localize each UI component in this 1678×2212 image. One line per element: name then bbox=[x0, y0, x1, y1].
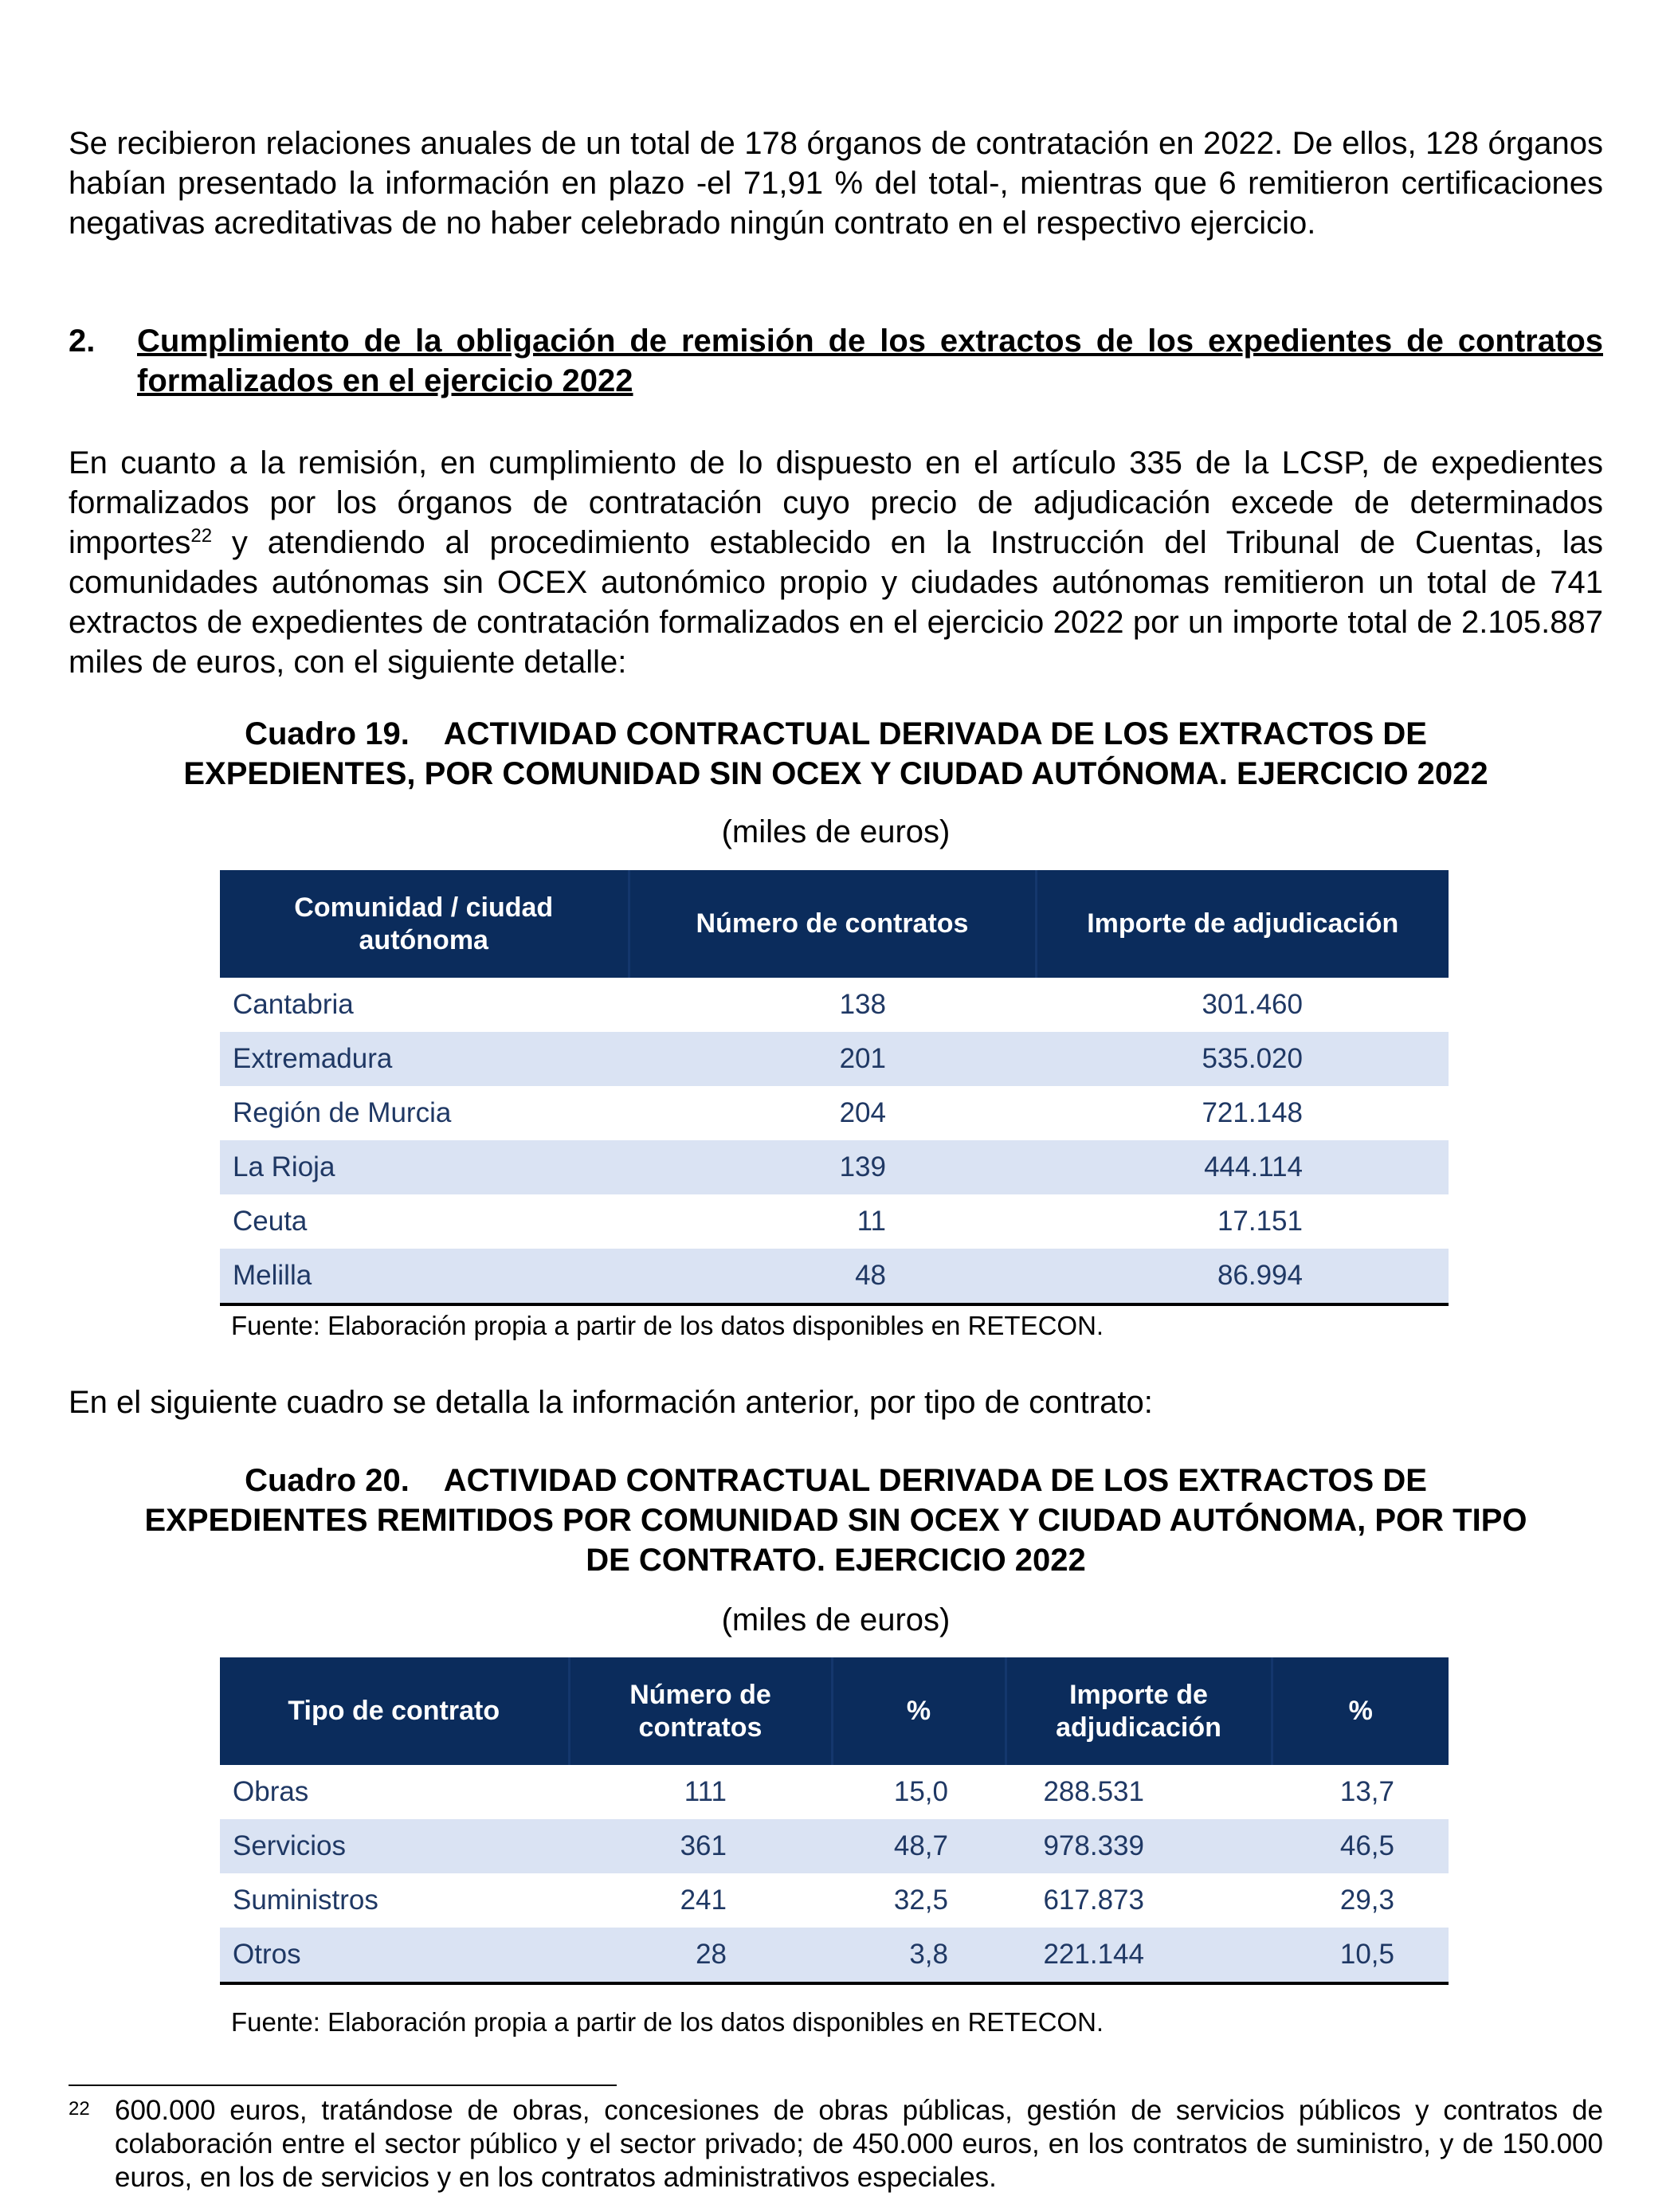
table20-header-type: Tipo de contrato bbox=[220, 1657, 569, 1765]
table19-header-count: Número de contratos bbox=[629, 870, 1036, 978]
table20-units: (miles de euros) bbox=[721, 1602, 951, 1637]
table-cell: 221.144 bbox=[1006, 1928, 1272, 1983]
table-cell: 288.531 bbox=[1043, 1776, 1144, 1807]
table-row bbox=[220, 1928, 1449, 1983]
footnote-text: 600.000 euros, tratándose de obras, concesiones de obras públicas, gestión de servicios públicos y contratos de colaboración entre el sector público y el sector privado; de 450.000 euros, en los contratos de suministro, y de 150.000 euros, en los de servicios y en los contratos administrativos especiales. bbox=[115, 2095, 1603, 2193]
table-row bbox=[220, 1140, 1449, 1194]
table-cell: 29,3 bbox=[1339, 1885, 1394, 1916]
table-cell: 13,7 bbox=[1339, 1776, 1394, 1807]
table-cell: La Rioja bbox=[220, 1140, 629, 1194]
table20 bbox=[220, 1657, 1449, 1985]
table-cell: Cantabria bbox=[233, 989, 354, 1020]
table-cell: Servicios bbox=[220, 1819, 569, 1873]
table-row bbox=[220, 1819, 1449, 1873]
table19-caption bbox=[69, 714, 1603, 794]
table20-source: Fuente: Elaboración propia a partir de los datos disponibles en RETECON. bbox=[231, 2007, 1104, 2037]
table-row bbox=[220, 1032, 1449, 1086]
table19-caption-line1: Cuadro 19. ACTIVIDAD CONTRACTUAL DERIVADA DE LOS EXTRACTOS DE bbox=[245, 716, 1427, 751]
table-cell: 444.114 bbox=[1036, 1140, 1449, 1194]
table-cell: 86.994 bbox=[1036, 1249, 1449, 1304]
section-number: 2. bbox=[69, 324, 96, 359]
table-cell: 46,5 bbox=[1272, 1819, 1449, 1873]
table-cell: Otros bbox=[220, 1928, 569, 1983]
table-row bbox=[220, 1765, 1449, 1819]
table19 bbox=[220, 870, 1449, 1306]
table20-header-amount-pct: % bbox=[1272, 1657, 1449, 1765]
table-cell: 32,5 bbox=[893, 1885, 948, 1916]
table-cell: 10,5 bbox=[1272, 1928, 1449, 1983]
table19-header-amount: Importe de adjudicación bbox=[1036, 870, 1449, 978]
table-cell: 17.151 bbox=[1217, 1206, 1303, 1237]
remission-text-end: y atendiendo al procedimiento establecido en la Instrucción del Tribunal de Cuentas, las comunidades autónomas sin OCEX autonómico propio y ciudades autónomas remitieron un total de 741 extractos de expedientes de contratación formalizados en el ejercicio 2022 por un importe total de 2.105.887 miles de euros, con el siguiente detalle: bbox=[69, 525, 1603, 680]
table20-caption-line2: EXPEDIENTES REMITIDOS POR COMUNIDAD SIN OCEX Y CIUDAD AUTÓNOMA, POR TIPO bbox=[144, 1503, 1527, 1538]
footnote-reference[interactable]: 22 bbox=[190, 525, 213, 547]
section-title: Cumplimiento de la obligación de remisión de los extractos de los expedientes de contratos formalizados en el ejercicio 2022 bbox=[137, 324, 1603, 398]
table-cell: 28 bbox=[569, 1928, 832, 1983]
table-cell: 361 bbox=[569, 1819, 832, 1873]
table-row bbox=[220, 1194, 1449, 1249]
remission-text-start: En cuanto a la remisión, en cumplimiento de lo dispuesto en el artículo 335 de la LCSP, de expedientes formalizados por los órganos de contratación cuyo precio de adjudicación excede de determinados importes bbox=[69, 445, 1603, 560]
table-row bbox=[220, 1086, 1449, 1140]
table-cell: 15,0 bbox=[893, 1776, 948, 1807]
breakdown-intro: En el siguiente cuadro se detalla la información anterior, por tipo de contrato: bbox=[69, 1385, 1153, 1420]
table20-header-count-pct: % bbox=[832, 1657, 1006, 1765]
table20-header-amount: Importe de adjudicación bbox=[1006, 1657, 1272, 1765]
table19-units: (miles de euros) bbox=[721, 814, 951, 849]
table-cell: 301.460 bbox=[1202, 989, 1303, 1020]
table19-caption-line2: EXPEDIENTES, POR COMUNIDAD SIN OCEX Y CIUDAD AUTÓNOMA. EJERCICIO 2022 bbox=[183, 756, 1488, 791]
table-cell: 617.873 bbox=[1043, 1885, 1144, 1916]
table-cell: Obras bbox=[233, 1776, 309, 1807]
table-row bbox=[220, 1873, 1449, 1928]
table-cell: 204 bbox=[839, 1097, 886, 1128]
footnote-mark: 22 bbox=[69, 2098, 90, 2120]
footnote-separator bbox=[69, 2085, 617, 2086]
table20-caption-line1: Cuadro 20. ACTIVIDAD CONTRACTUAL DERIVADA DE LOS EXTRACTOS DE bbox=[245, 1463, 1427, 1498]
table-cell: 48,7 bbox=[832, 1819, 1006, 1873]
table-cell: 48 bbox=[629, 1249, 1036, 1304]
table-row bbox=[220, 978, 1449, 1032]
table19-source: Fuente: Elaboración propia a partir de los datos disponibles en RETECON. bbox=[231, 1311, 1104, 1340]
table-cell: 201 bbox=[629, 1032, 1036, 1086]
table-cell: 241 bbox=[680, 1885, 727, 1916]
table-cell: 978.339 bbox=[1006, 1819, 1272, 1873]
table-cell: 721.148 bbox=[1202, 1097, 1303, 1128]
table-cell: 11 bbox=[857, 1206, 886, 1237]
table-cell: Suministros bbox=[233, 1885, 378, 1916]
table-cell: 139 bbox=[629, 1140, 1036, 1194]
remission-paragraph bbox=[69, 443, 1603, 682]
table-cell: Ceuta bbox=[233, 1206, 308, 1237]
table-cell: 3,8 bbox=[832, 1928, 1006, 1983]
table-row bbox=[220, 1249, 1449, 1304]
table20-caption-line3: DE CONTRATO. EJERCICIO 2022 bbox=[586, 1543, 1086, 1578]
table19-header-region: Comunidad / ciudad autónoma bbox=[220, 870, 629, 978]
table-cell: 111 bbox=[684, 1776, 727, 1807]
table-cell: 138 bbox=[839, 989, 886, 1020]
table-cell: Extremadura bbox=[220, 1032, 629, 1086]
table-cell: Región de Murcia bbox=[233, 1097, 452, 1128]
table-cell: Melilla bbox=[220, 1249, 629, 1304]
intro-paragraph: Se recibieron relaciones anuales de un total de 178 órganos de contratación en 2022. De ellos, 128 órganos habían presentado la información en plazo -el 71,91 % del total-, mientras que 6 remitieron certificaciones negativas acreditativas de no haber celebrado ningún contrato en el respectivo ejercicio. bbox=[69, 126, 1603, 241]
table20-caption bbox=[69, 1461, 1603, 1580]
table20-header-count: Número de contratos bbox=[569, 1657, 832, 1765]
table-cell: 535.020 bbox=[1036, 1032, 1449, 1086]
